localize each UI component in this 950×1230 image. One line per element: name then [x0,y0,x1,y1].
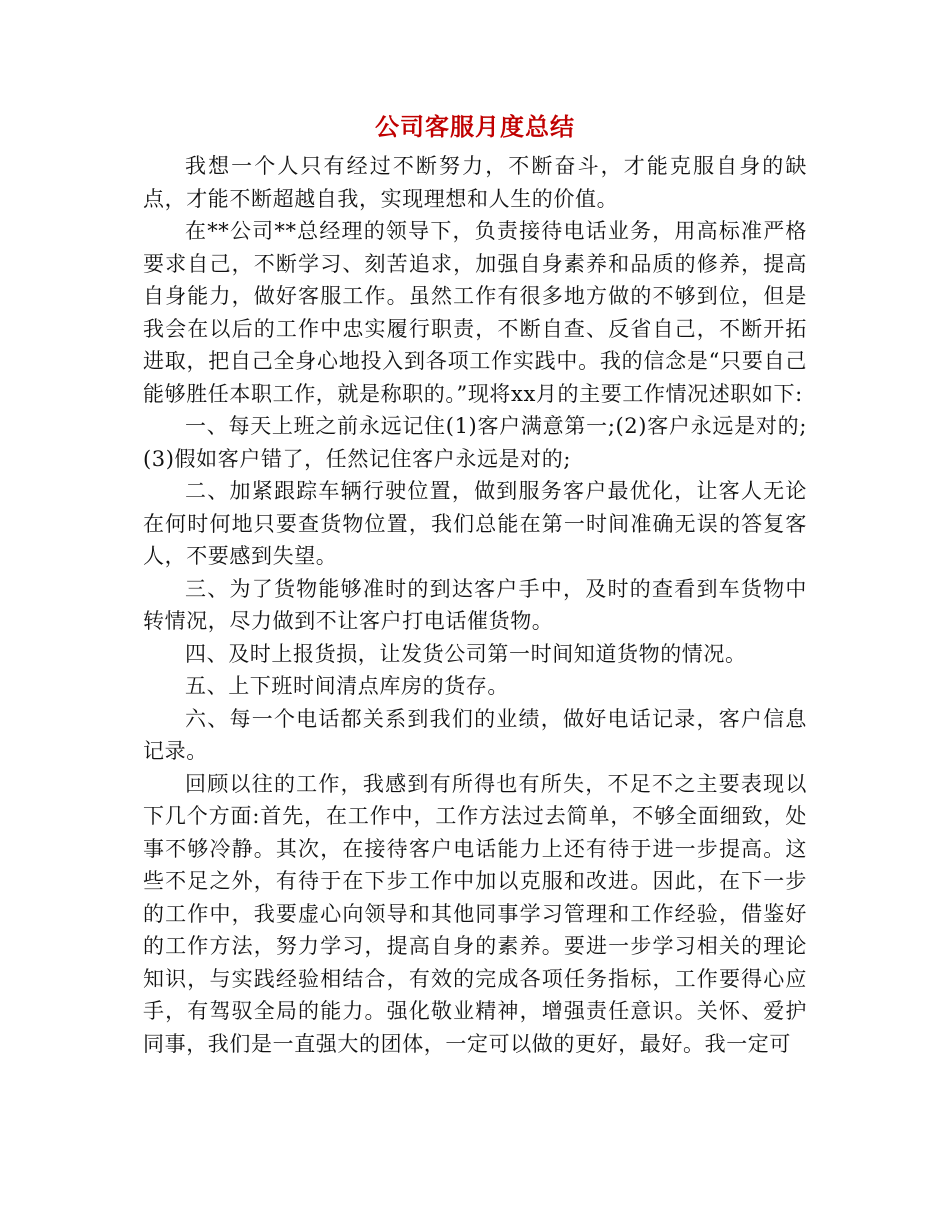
paragraph-item-6: 六、每一个电话都关系到我们的业绩，做好电话记录，客户信息记录。 [143,706,807,763]
paragraph-intro: 我想一个人只有经过不断努力，不断奋斗，才能克服自身的缺点，才能不断超越自我，实现理想和人生的价值。 [143,154,807,211]
paragraph-review: 回顾以往的工作，我感到有所得也有所失，不足不之主要表现以下几个方面:首先，在工作中，工作方法过去简单，不够全面细致，处事不够冷静。其次，在接待客户电话能力上还有待于进一步提高。这些不足之外，有待于在下步工作中加以克服和改进。因此，在下一步的工作中，我要虚心向领导和其他同事学习管理和工作经验，借鉴好的工作方法，努力学习，提高自身的素养。要进一步学习相关的理论知识，与实践经验相结合，有效的完成各项任务指标，工作要得心应手，有驾驭全局的能力。强化敬业精神，增强责任意识。关怀、爱护同事，我们是一直强大的团体，一定可以做的更好，最好。我一定可 [143,771,807,1056]
paragraph-background: 在**公司**总经理的领导下，负责接待电话业务，用高标准严格要求自己，不断学习、刻苦追求，加强自身素养和品质的修养，提高自身能力，做好客服工作。虽然工作有很多地方做的不够到位，但是我会在以后的工作中忠实履行职责，不断自查、反省自己，不断开拓进取，把自己全身心地投入到各项工作实践中。我的信念是“只要自己能够胜任本职工作，就是称职的。”现将xx月的主要工作情况述职如下: [143,219,807,406]
paragraph-item-4: 四、及时上报货损，让发货公司第一时间知道货物的情况。 [185,641,747,666]
paragraph-item-1: 一、每天上班之前永远记住(1)客户满意第一;(2)客户永远是对的;(3)假如客户错了，任然记住客户永远是对的; [143,414,807,471]
paragraph-item-2: 二、加紧跟踪车辆行驶位置，做到服务客户最优化，让客人无论在何时何地只要查货物位置，我们总能在第一时间准确无误的答复客人，不要感到失望。 [143,479,807,568]
paragraph-item-5: 五、上下班时间清点库房的货存。 [185,674,509,698]
document-title: 公司客服月度总结 [375,113,575,141]
paragraph-item-3: 三、为了货物能够准时的到达客户手中，及时的查看到车货物中转情况，尽力做到不让客户打电话催货物。 [143,576,807,633]
document-body [143,150,807,1060]
